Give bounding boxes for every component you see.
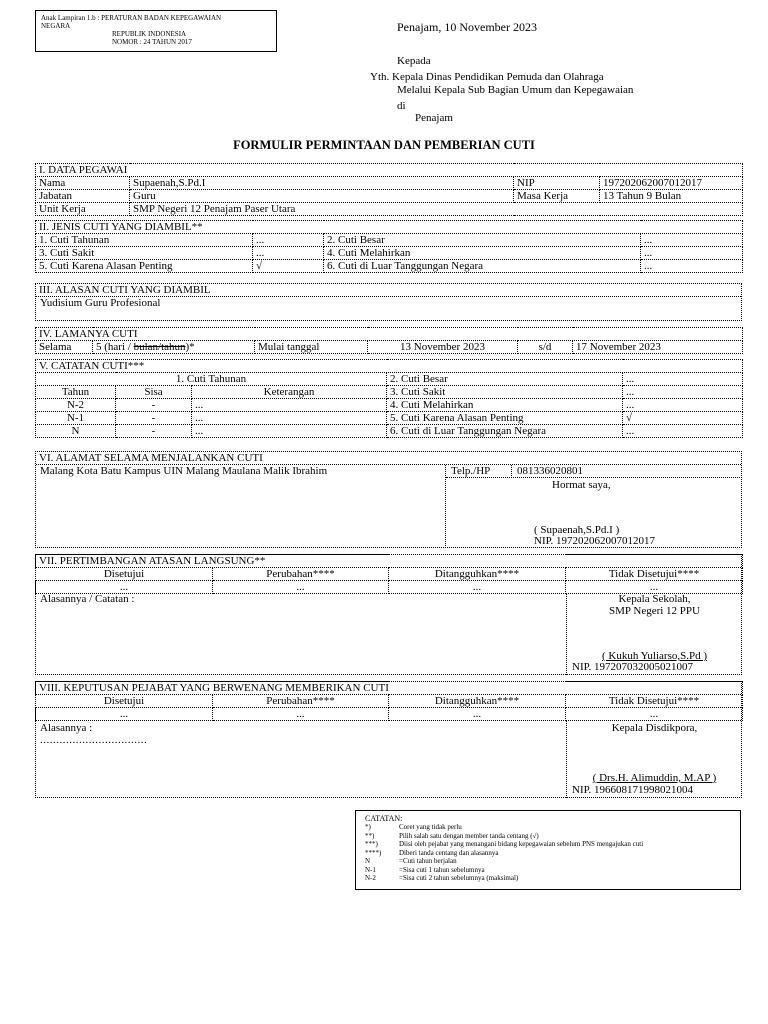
- col-tidak-disetujui: Tidak Disetujui****: [566, 695, 743, 708]
- telp-label: Telp./HP: [451, 465, 491, 477]
- catatan-box: [355, 810, 741, 890]
- catatan-key: N-2: [365, 874, 376, 882]
- catatan-key: ***): [365, 840, 378, 848]
- masa-kerja-label: Masa Kerja: [514, 190, 600, 203]
- telp-underline: [446, 477, 742, 478]
- atasan-name: ( Kukuh Yuliarso,S.Pd ): [601, 650, 707, 662]
- list-item: [365, 823, 735, 832]
- section-5-heading: V. CATATAN CUTI***: [36, 360, 743, 373]
- section-keputusan-pejabat: [35, 681, 742, 798]
- catatan-value: =Cuti tahun berjalan: [399, 857, 457, 865]
- mark-tidak-disetujui[interactable]: ...: [566, 708, 743, 721]
- mark-perubahan[interactable]: ...: [213, 708, 389, 721]
- nama-label: Nama: [36, 177, 130, 190]
- atasan-jabatan-1: Kepala Sekolah,: [618, 593, 691, 605]
- jenis-cuti-3: 3. Cuti Sakit: [36, 247, 253, 260]
- section-pertimbangan-atasan: [35, 554, 742, 675]
- catatan-key: N: [365, 857, 371, 865]
- list-item: [365, 840, 735, 849]
- durasi-strike: bulan/tahun: [133, 341, 186, 353]
- tahun-n: N: [36, 425, 116, 438]
- atasan-nip: NIP. 197207032005021007: [572, 661, 694, 673]
- catatan-sakit: 3. Cuti Sakit: [387, 386, 623, 399]
- lampiran-line2: NEGARA: [41, 22, 71, 30]
- lampiran-box: [35, 10, 277, 52]
- jenis-cuti-1-mark[interactable]: ...: [253, 234, 324, 247]
- section-1-heading: I. DATA PEGAWAI: [36, 164, 743, 177]
- jenis-cuti-4: 4. Cuti Melahirkan: [324, 247, 641, 260]
- yth-line2: Melalui Kepala Sub Bagian Umum dan Kepegawaian: [397, 84, 634, 96]
- kepada-label: Kepada: [397, 55, 431, 67]
- catatan-list: [365, 823, 735, 883]
- nama-value: Supaenah,S.Pd.I: [130, 177, 514, 190]
- catatan-key: ****): [365, 848, 382, 857]
- catatan-besar-mark[interactable]: ...: [623, 373, 743, 386]
- jenis-cuti-6: 6. Cuti di Luar Tanggungan Negara: [324, 260, 641, 273]
- mark-ditangguhkan[interactable]: ...: [389, 708, 566, 721]
- lampiran-line3: REPUBLIK INDONESIA: [112, 30, 187, 38]
- place-date: Penajam, 10 November 2023: [397, 20, 537, 34]
- col-disetujui: Disetujui: [36, 695, 213, 708]
- table-row: [36, 399, 743, 412]
- jenis-cuti-4-mark[interactable]: ...: [641, 247, 743, 260]
- tahun-n1: N-1: [36, 412, 116, 425]
- durasi-close: )*: [185, 341, 195, 353]
- catatan-value: Pilih salah satu dengan member tanda centang (√): [399, 831, 539, 840]
- start-date: 13 November 2023: [368, 341, 518, 354]
- pejabat-jabatan: Kepala Disdikpora,: [611, 722, 698, 734]
- ket-n[interactable]: ...: [192, 425, 387, 438]
- catatan-melahirkan: 4. Cuti Melahirkan: [387, 399, 623, 412]
- catatan-value: Coret yang tidak perlu: [399, 823, 462, 831]
- table-row: [36, 412, 743, 425]
- sisa-n2: -: [116, 399, 192, 412]
- col-sisa: Sisa: [116, 386, 192, 399]
- jenis-cuti-6-mark[interactable]: ...: [641, 260, 743, 273]
- alamat-value: Malang Kota Batu Kampus UIN Malang Maulana Malik Ibrahim: [40, 465, 328, 477]
- pejabat-name: ( Drs.H. Alimuddin, M.AP ): [592, 772, 717, 784]
- list-item: [365, 832, 735, 841]
- mark-disetujui[interactable]: ...: [36, 581, 213, 594]
- list-item: [365, 874, 735, 883]
- col-disetujui: Disetujui: [36, 568, 213, 581]
- telp-value: 081336020801: [517, 465, 583, 477]
- sd-label: s/d: [518, 341, 573, 354]
- catatan-key: **): [365, 831, 375, 840]
- catatan-title: CATATAN:: [365, 814, 403, 823]
- cuti-tahunan-header: 1. Cuti Tahunan: [36, 373, 387, 386]
- mark-perubahan[interactable]: ...: [213, 581, 389, 594]
- jabatan-value: Guru: [130, 190, 514, 203]
- col-perubahan: Perubahan****: [213, 568, 389, 581]
- section-catatan-cuti: [35, 359, 743, 438]
- col-ditangguhkan: Ditangguhkan****: [389, 695, 566, 708]
- alasan-label: Alasannya :: [40, 722, 93, 734]
- ket-n2[interactable]: ...: [192, 399, 387, 412]
- jenis-cuti-1: 1. Cuti Tahunan: [36, 234, 253, 247]
- mark-tidak-disetujui[interactable]: ...: [566, 581, 743, 594]
- catatan-sakit-mark[interactable]: ...: [623, 386, 743, 399]
- catatan-key: *): [365, 823, 371, 831]
- di-label: di: [397, 100, 406, 112]
- lampiran-line1: Anak Lampiran 1.b : PERATURAN BADAN KEPEGAWAIAN: [41, 14, 222, 22]
- pemohon-name: ( Supaenah,S.Pd.I ): [534, 524, 620, 536]
- sisa-n1: -: [116, 412, 192, 425]
- col-perubahan: Perubahan****: [213, 695, 389, 708]
- section-data-pegawai: [35, 163, 743, 216]
- form-title: FORMULIR PERMINTAAN DAN PEMBERIAN CUTI: [233, 138, 535, 152]
- alasan-dots[interactable]: .................................: [40, 734, 148, 746]
- catatan-melahirkan-mark[interactable]: ...: [623, 399, 743, 412]
- table-row: [36, 425, 743, 438]
- section-3-heading: III. ALASAN CUTI YANG DIAMBIL: [36, 284, 741, 297]
- nip-value: 197202062007012017: [600, 177, 743, 190]
- alasan-catatan-label: Alasannya / Catatan :: [40, 593, 135, 605]
- keputusan-table: [35, 681, 743, 721]
- yth-line1: Yth. Kepala Dinas Pendidikan Pemuda dan Olahraga: [370, 71, 604, 83]
- section-jenis-cuti: [35, 220, 743, 273]
- catatan-luar-tanggungan: 6. Cuti di Luar Tanggungan Negara: [387, 425, 623, 438]
- jenis-cuti-2: 2. Cuti Besar: [324, 234, 641, 247]
- list-item: [365, 866, 735, 875]
- jenis-cuti-2-mark[interactable]: ...: [641, 234, 743, 247]
- section-alamat-cuti: [35, 451, 742, 548]
- mark-ditangguhkan[interactable]: ...: [389, 581, 566, 594]
- durasi-jumlah: 5 (hari /: [96, 341, 131, 353]
- catatan-luar-tanggungan-mark[interactable]: ...: [623, 425, 743, 438]
- ket-n1[interactable]: ...: [192, 412, 387, 425]
- tahun-n2: N-2: [36, 399, 116, 412]
- section-alasan-cuti: [35, 283, 742, 321]
- jenis-cuti-5-mark[interactable]: √: [253, 260, 324, 273]
- selama-label: Selama: [36, 341, 93, 354]
- jabatan-label: Jabatan: [36, 190, 130, 203]
- list-item: [365, 849, 735, 858]
- alasan-cuti-value: Yudisium Guru Profesional: [40, 297, 161, 309]
- sisa-n: -: [116, 425, 192, 438]
- section-4-heading: IV. LAMANYA CUTI: [36, 328, 743, 341]
- list-item: [365, 857, 735, 866]
- durasi-value: [93, 341, 255, 354]
- hormat-saya: Hormat saya,: [552, 479, 611, 491]
- masa-kerja-value: 13 Tahun 9 Bulan: [600, 190, 743, 203]
- end-date: 17 November 2023: [573, 341, 743, 354]
- catatan-value: Diberi tanda centang dan alasannya: [399, 848, 499, 857]
- catatan-besar: 2. Cuti Besar: [387, 373, 623, 386]
- col-keterangan: Keterangan: [192, 386, 387, 399]
- pertimbangan-table: [35, 554, 743, 594]
- catatan-value: =Sisa cuti 2 tahun sebelumnya (maksimal): [399, 874, 519, 882]
- lampiran-line4: NOMOR : 24 TAHUN 2017: [112, 38, 192, 46]
- city-label: Penajam: [415, 112, 453, 124]
- unit-kerja-label: Unit Kerja: [36, 203, 130, 216]
- catatan-value: Diisi oleh pejabat yang menangani bidang kepegawaian sebelum PNS mengajukan cuti: [399, 840, 644, 848]
- section-7-heading: VII. PERTIMBANGAN ATASAN LANGSUNG**: [36, 555, 743, 568]
- col-tidak-disetujui: Tidak Disetujui****: [566, 568, 743, 581]
- unit-kerja-value: SMP Negeri 12 Penajam Paser Utara: [130, 203, 743, 216]
- section-8-heading: VIII. KEPUTUSAN PEJABAT YANG BERWENANG MEMBERIKAN CUTI: [36, 682, 743, 695]
- catatan-alasan-penting-mark[interactable]: √: [623, 412, 743, 425]
- section-2-heading: II. JENIS CUTI YANG DIAMBIL**: [36, 221, 743, 234]
- nip-label: NIP: [514, 177, 600, 190]
- catatan-value: =Sisa cuti 1 tahun sebelumnya: [399, 865, 485, 874]
- col-tahun: Tahun: [36, 386, 116, 399]
- pemohon-nip: NIP. 197202062007012017: [534, 535, 656, 547]
- jenis-cuti-5: 5. Cuti Karena Alasan Penting: [36, 260, 253, 273]
- jenis-cuti-3-mark[interactable]: ...: [253, 247, 324, 260]
- col-ditangguhkan: Ditangguhkan****: [389, 568, 566, 581]
- mark-disetujui[interactable]: ...: [36, 708, 213, 721]
- catatan-alasan-penting: 5. Cuti Karena Alasan Penting: [387, 412, 623, 425]
- mulai-label: Mulai tanggal: [255, 341, 368, 354]
- pejabat-nip: NIP. 196608171998021004: [572, 784, 694, 796]
- section-lamanya-cuti: [35, 327, 743, 354]
- catatan-key: N-1: [365, 865, 376, 874]
- section-6-heading: VI. ALAMAT SELAMA MENJALANKAN CUTI: [36, 452, 741, 465]
- atasan-jabatan-2: SMP Negeri 12 PPU: [609, 605, 700, 617]
